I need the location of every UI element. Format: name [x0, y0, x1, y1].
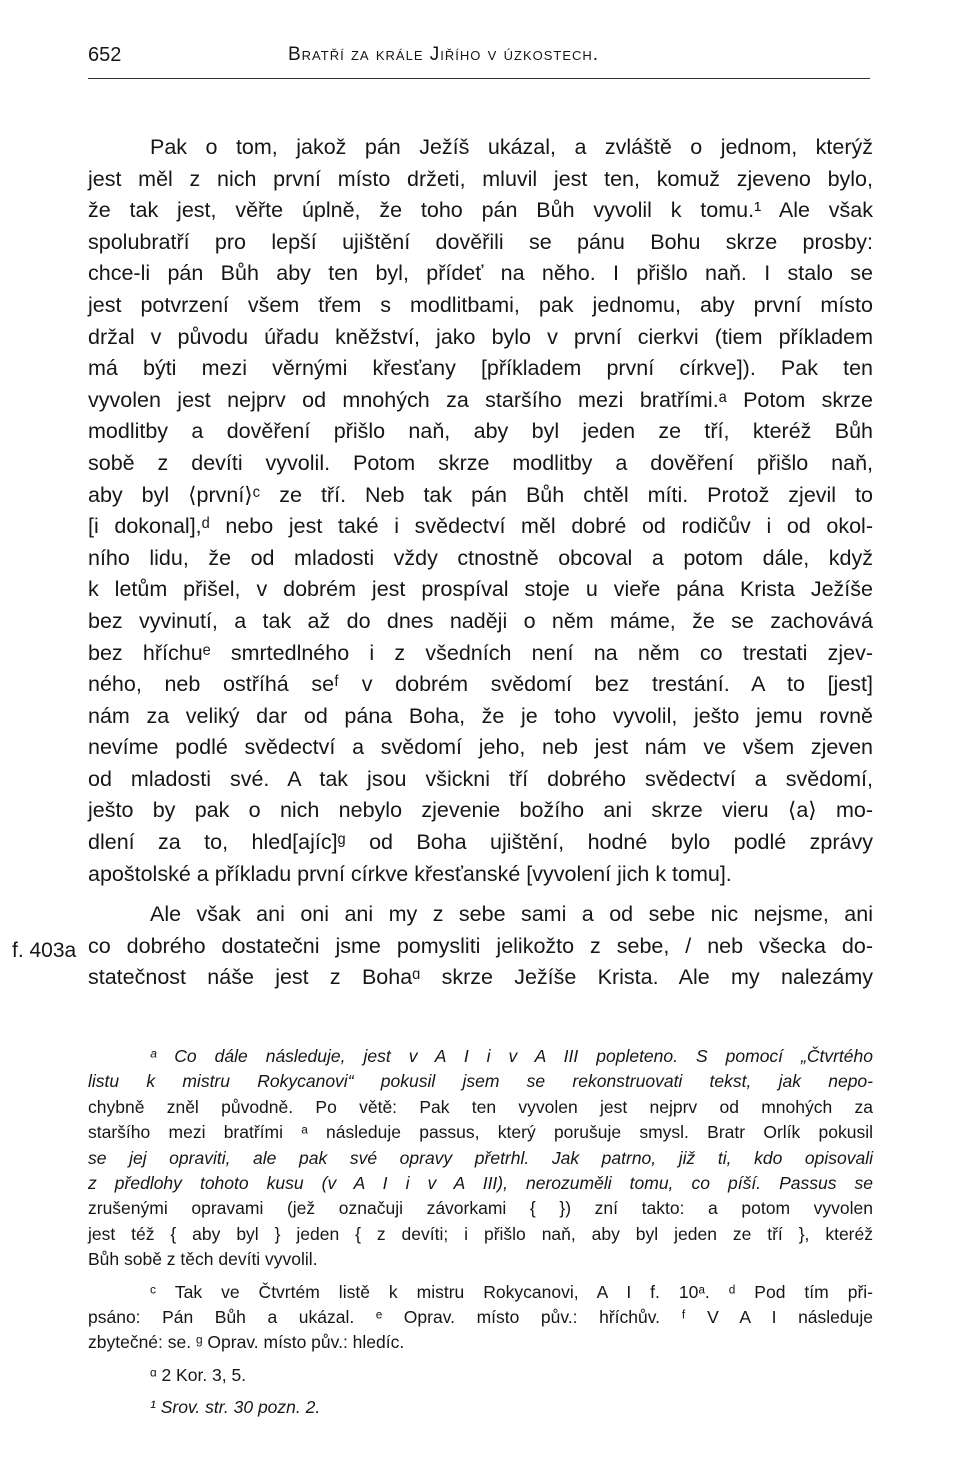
footnote-line: se jej opraviti, ale pak své opravy přetrhl. Jak patrno, již ti, kdo opisovali — [88, 1147, 873, 1168]
running-title: Bratří za krále Jiřího v úzkostech. — [288, 44, 600, 65]
text-line: modlitby a dověření přišlo naň, aby byl jeden ze tří, kteréž Bůh — [88, 419, 873, 444]
footnote-line: ¹ Srov. str. 30 pozn. 2. — [150, 1397, 321, 1418]
text-line: dlení za to, hled[ajíc]ᵍ od Boha ujištění, hodné bylo podlé zprávy — [88, 830, 873, 855]
text-line: apoštolské a příkladu první církve křesťanské [vyvolení jich k tomu]. — [88, 861, 732, 886]
text-line: nevíme podlé svědectví a svědomí jeho, neb jest nám ve všem zjeven — [88, 735, 873, 760]
text-line: jest potvrzení všem třem s modlitbami, pak jednomu, aby první místo — [88, 292, 873, 317]
text-line: má býti mezi věrnými křesťany [příkladem první církve]). Pak ten — [88, 356, 873, 381]
text-line: co dobrého dostatečni jsme pomysliti jelikožto z sebe, / neb všecka do- — [88, 933, 873, 958]
footnote-line: psáno: Pán Bůh a ukázal. ᵉ Oprav. místo pův.: hříchův. ᶠ V A I následuje — [88, 1306, 873, 1327]
footnote-line: z předlohy tohoto kusu (v A I i v A III), nerozuměli tomu, co píší. Passus se — [88, 1172, 873, 1193]
text-line: ného, neb ostříhá seᶠ v dobrém svědomí bez trestání. A to [jest] — [88, 672, 873, 697]
text-line: ního lidu, že od mladosti vždy ctnostně obcoval a potom dále, když — [88, 545, 873, 570]
page-header — [88, 44, 878, 76]
header-rule — [88, 78, 870, 79]
text-line: Pak o tom, jakož pán Ježíš ukázal, a zvláště o jednom, kterýž — [150, 135, 873, 159]
footnote-line: zrušenými opravami (jež označuji závorkami { }) zní takto: a potom vyvolen — [88, 1198, 873, 1219]
text-line: jest měl z nich první místo držeti, mluvil jest ten, komuž zjeveno bylo, — [88, 166, 873, 191]
footnote-line: listu k mistru Rokycanovi“ pokusil jsem se rekonstruovati tekst, jak nepo- — [88, 1071, 873, 1092]
footnote-line: ᵅ 2 Kor. 3, 5. — [150, 1364, 247, 1385]
footnote-line: zbytečné: se. ᵍ Oprav. místo pův.: hledíc. — [88, 1332, 405, 1353]
text-line: [i dokonal],ᵈ nebo jest také i svědectví měl dobré od rodičův i od okol- — [88, 514, 873, 539]
text-line: vyvolen jest nejprv od mnohých za staršího mezi bratřími.ᵃ Potom skrze — [88, 387, 873, 412]
footnote-line: ᵃ Co dále následuje, jest v A I i v A III popleteno. S pomocí „Čtvrtého — [150, 1046, 873, 1066]
text-line: ješto by pak o nich nebylo zjevenie božího ani skrze vieru ⟨a⟩ mo- — [88, 798, 873, 823]
text-line: k letům přišel, v dobrém jest prospíval stoje u vieře pána Krista Ježíše — [88, 577, 873, 602]
text-line: nám za veliký dar od pána Boha, že je toho vyvolil, ješto jemu rovně — [88, 703, 873, 728]
text-line: sobě z devíti vyvolil. Potom skrze modlitby a dověření přišlo naň, — [88, 450, 873, 475]
text-line: od mladosti své. A tak jsou všickni tří dobrého svědectví a svědomí, — [88, 766, 873, 791]
footnotes — [88, 1044, 873, 1420]
text-line: statečnost náše jest z Bohaᵅ skrze Ježíše Krista. Ale my nalezámy — [88, 965, 873, 990]
text-line: spolubratří pro lepší ujištění dověřili se pánu Bohu skrze prosby: — [88, 229, 873, 254]
footnote-line: staršího mezi bratřími ᵃ následuje passus, který porušuje smysl. Bratr Orlík pokusil — [88, 1122, 873, 1143]
text-line: bez vyvinutí, a tak až do dnes naději o něm máme, že se zachovává — [88, 608, 873, 633]
folio-margin-note: f. 403a — [12, 939, 77, 962]
text-line: bez hříchuᵉ smrtedlného i z všedních není na něm co trestati zjev- — [88, 640, 873, 665]
page-number: 652 — [88, 44, 122, 66]
text-line: že tak jest, věřte úplně, že toho pán Bůh vyvolil k tomu.¹ Ale však — [88, 198, 873, 223]
footnote-line: Bůh sobě z těch devíti vyvolil. — [88, 1249, 318, 1270]
footnote-line: jest též { aby byl } jeden { z devíti; i přišlo naň, aby byl jeden ze tří }, kteréž — [88, 1223, 873, 1244]
main-text — [88, 132, 873, 994]
text-line: chce-li pán Bůh aby ten byl, přídeť na něho. I přišlo naň. I stalo se — [88, 261, 873, 286]
footnote-line: ᶜ Tak ve Čtvrtém listě k mistru Rokycanovi, A I f. 10ᵃ. ᵈ Pod tím při- — [150, 1281, 873, 1302]
text-line: držal v původu úřadu kněžství, jako bylo v první cierkvi (tiem příkladem — [88, 324, 873, 349]
footnote-line: chybně zněl původně. Po větě: Pak ten vyvolen jest nejprv od mnohých za — [88, 1096, 873, 1117]
text-line: Ale však ani oni ani my z sebe sami a od sebe nic nejsme, ani — [150, 902, 873, 927]
text-line: aby byl ⟨první⟩ᶜ ze tří. Neb tak pán Bůh chtěl míti. Protož zjevil to — [88, 482, 873, 507]
